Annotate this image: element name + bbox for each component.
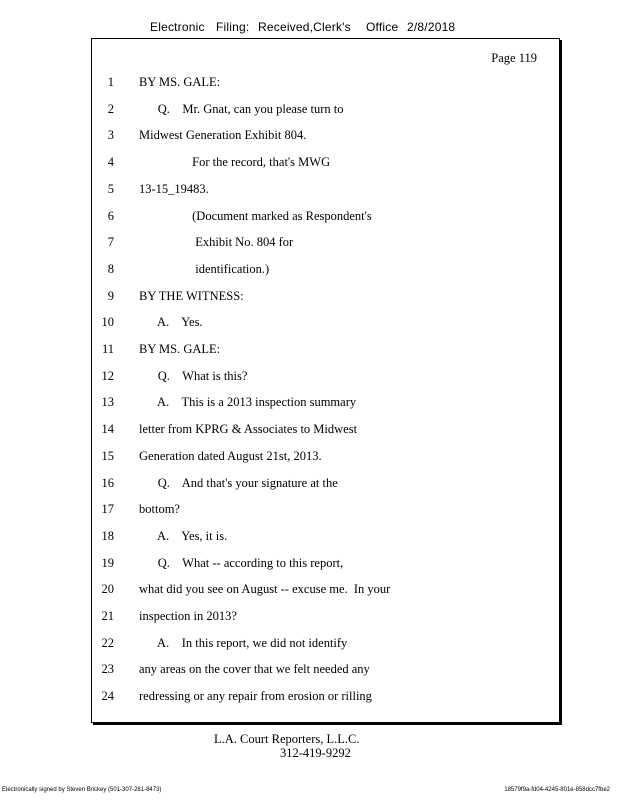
line-text: Midwest Generation Exhibit 804.	[139, 128, 307, 143]
line-text: A. Yes, it is.	[139, 528, 228, 543]
line-text: letter from KPRG & Associates to Midwest	[139, 422, 358, 437]
line-text: A. This is a 2013 inspection summary	[139, 395, 357, 410]
filing-word-date: 2/8/2018	[407, 20, 456, 34]
line-text: Generation dated August 21st, 2013.	[139, 448, 322, 463]
line-text: bottom?	[139, 502, 180, 517]
line-number: 4	[107, 155, 114, 170]
transcript-line	[92, 342, 552, 358]
line-text: (Document marked as Respondent's	[139, 208, 372, 223]
line-text: Q. What -- according to this report,	[139, 555, 344, 570]
line-number: 3	[107, 128, 114, 143]
line-text: Q. Mr. Gnat, can you please turn to	[139, 101, 344, 116]
line-text: BY MS. GALE:	[139, 342, 221, 356]
line-number: 1	[107, 75, 114, 89]
transcript-line	[92, 209, 552, 225]
transcript-line	[92, 662, 552, 678]
transcript-line	[92, 502, 552, 518]
line-number: 17	[101, 502, 114, 517]
line-text: any areas on the cover that we felt needed any	[139, 662, 370, 677]
line-number: 6	[107, 208, 114, 223]
transcript-line	[92, 75, 552, 91]
line-text: Q. And that's your signature at the	[139, 475, 338, 490]
line-number: 20	[101, 582, 114, 597]
line-number: 7	[107, 235, 114, 250]
transcript-line	[92, 369, 552, 385]
transcript-line	[92, 556, 552, 572]
line-number: 21	[101, 609, 114, 623]
line-text: identification.)	[139, 261, 270, 276]
filing-word-electronic: Electronic	[150, 20, 205, 34]
line-number: 2	[107, 101, 114, 116]
transcript-line	[92, 689, 552, 705]
line-text: A. Yes.	[139, 315, 203, 330]
line-number: 16	[101, 475, 114, 490]
transcript-line	[92, 476, 552, 492]
line-number: 19	[101, 555, 114, 570]
transcript-line	[92, 609, 552, 625]
line-number: 5	[107, 181, 114, 196]
line-text: For the record, that's MWG	[139, 155, 331, 170]
filing-word-received: Received,Clerk's	[258, 20, 351, 34]
line-text: what did you see on August -- excuse me. In your	[139, 582, 391, 597]
transcript-line	[92, 235, 552, 251]
transcript-page	[91, 38, 560, 723]
line-number: 12	[101, 368, 114, 383]
document-id: 18579f9a-fd04-4245-801e-858dcc7fbe2	[504, 787, 610, 793]
line-number: 9	[107, 288, 114, 303]
transcript-line	[92, 315, 552, 331]
line-number: 8	[107, 261, 114, 276]
transcript-line	[92, 128, 552, 144]
transcript-line	[92, 262, 552, 278]
line-text: Exhibit No. 804 for	[139, 235, 294, 250]
filing-word-office: Office	[366, 20, 399, 34]
line-text: Q. What is this?	[139, 368, 248, 383]
line-text: A. In this report, we did not identify	[139, 635, 348, 650]
line-number: 11	[101, 342, 114, 356]
page-number: Page 119	[491, 51, 537, 65]
transcript-line	[92, 289, 552, 305]
line-text: BY THE WITNESS:	[139, 288, 244, 303]
line-number: 14	[101, 422, 114, 437]
court-reporter-phone: 312-419-9292	[280, 746, 351, 760]
line-number: 24	[101, 689, 114, 704]
line-number: 22	[101, 635, 114, 650]
electronic-signature-note: Electronically signed by Steven Brickey (501-307-281-8473)	[2, 787, 162, 793]
transcript-line	[92, 582, 552, 598]
line-number: 10	[101, 315, 114, 330]
transcript-line	[92, 636, 552, 652]
transcript-line	[92, 449, 552, 465]
transcript-line	[92, 422, 552, 438]
line-text: redressing or any repair from erosion or rilling	[139, 689, 372, 704]
transcript-line	[92, 102, 552, 118]
court-reporter-name: L.A. Court Reporters, L.L.C.	[214, 732, 360, 746]
line-text: BY MS. GALE:	[139, 75, 221, 89]
transcript-line	[92, 155, 552, 171]
filing-word-filing: Filing:	[216, 20, 250, 34]
transcript-line	[92, 529, 552, 545]
transcript-line	[92, 182, 552, 198]
line-number: 13	[101, 395, 114, 410]
line-text: inspection in 2013?	[139, 609, 237, 623]
line-number: 15	[101, 448, 114, 463]
transcript-line	[92, 395, 552, 411]
line-text: 13-15_19483.	[139, 181, 209, 196]
line-number: 18	[101, 528, 114, 543]
line-number: 23	[101, 662, 114, 677]
